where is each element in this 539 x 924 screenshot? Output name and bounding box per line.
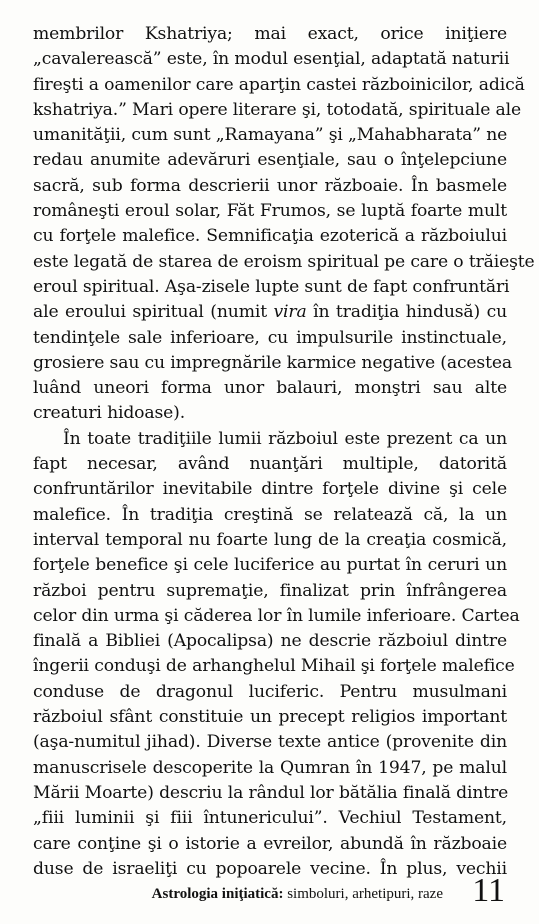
text-line: ale eroului spiritual (numit vira în tradiţia hindusă) cu (33, 302, 507, 323)
text-line: „fiii luminii şi fiii întunericului”. Vechiul Testament, (33, 808, 507, 829)
paragraph-1 (33, 22, 535, 427)
text-line: malefice. În tradiţia creştină se relatează că, la un (33, 504, 507, 525)
text-line: este legată de starea de eroism spiritual pe care o trăieşte (33, 251, 535, 272)
book-subtitle: simboluri, arhetipuri, raze (287, 886, 443, 902)
text-line: creaturi hidoase). (33, 403, 186, 424)
text-line: forţele benefice şi cele luciferice au purtat în ceruri un (33, 555, 507, 576)
text-line: duse de israeliţi cu popoarele vecine. În plus, vechii (33, 858, 507, 879)
text-line: umanităţii, cum sunt „Ramayana” şi „Mahabharata” ne (33, 125, 508, 146)
paragraph-2 (33, 427, 520, 882)
text-line: care conţine şi o istorie a evreilor, abundă în războaie (33, 833, 507, 854)
text-line: tendinţele sale inferioare, cu impulsurile instinctuale, (33, 327, 507, 348)
text-line: finală a Bibliei (Apocalipsa) ne descrie războiul dintre (33, 631, 507, 652)
text-line: kshatriya.” Mari opere literare şi, totodată, spirituale ale (33, 99, 522, 120)
text-line: (aşa-numitul jihad). Diverse texte antice (provenite din (33, 732, 507, 753)
text-line: manuscrisele descoperite la Qumran în 1947, pe malul (33, 757, 507, 778)
text-line: În toate tradiţiile lumii războiul este prezent ca un (63, 428, 507, 449)
text-line: redau anumite adevăruri esenţiale, sau o înţelepciune (33, 150, 507, 171)
text-line: „cavalerească” este, în modul esenţial, adaptată naturii (33, 49, 510, 70)
page-number: 11 (472, 872, 505, 909)
text-line: confruntărilor inevitabile dintre forţele divine şi cele (33, 479, 507, 500)
text-line: războiul sfânt constituie un precept religios important (33, 707, 507, 728)
text-line: Mării Moarte) descriu la rândul lor bătălia finală dintre (33, 782, 509, 803)
text-line: româneşti eroul solar, Făt Frumos, se luptă foarte mult (33, 201, 507, 222)
text-line: celor din urma şi căderea lor în lumile inferioare. Cartea (33, 605, 520, 626)
text-line: război pentru supremaţie, finalizat prin înfrângerea (33, 580, 507, 601)
text-line: grosiere sau cu impregnările karmice negative (acestea (33, 352, 512, 373)
text-line: eroul spiritual. Aşa-zisele lupte sunt de fapt confruntări (33, 276, 510, 297)
text-line: interval temporal nu foarte lung de la creaţia cosmică, (33, 529, 507, 550)
text-line: cu forţele malefice. Semnificaţia ezoterică a războiului (33, 226, 507, 247)
text-line: fireşti a oamenilor care aparţin castei războinicilor, adică (33, 74, 525, 95)
book-title: Astrologia iniţiatică: (151, 886, 284, 902)
text-line: luând uneori forma unor balauri, monştri sau alte (33, 378, 507, 399)
text-line: fapt necesar, având nuanţări multiple, datorită (33, 454, 507, 475)
text-line: sacră, sub forma descrierii unor războaie. În basmele (33, 175, 507, 196)
running-title (152, 886, 443, 903)
text-line: îngerii conduşi de arhanghelul Mihail şi forţele malefice (33, 656, 515, 677)
body-text (33, 22, 535, 882)
text-line: conduse de dragonul luciferic. Pentru musulmani (33, 681, 507, 702)
text-line: membrilor Kshatriya; mai exact, orice iniţiere (33, 24, 507, 44)
page-footer (0, 872, 539, 910)
